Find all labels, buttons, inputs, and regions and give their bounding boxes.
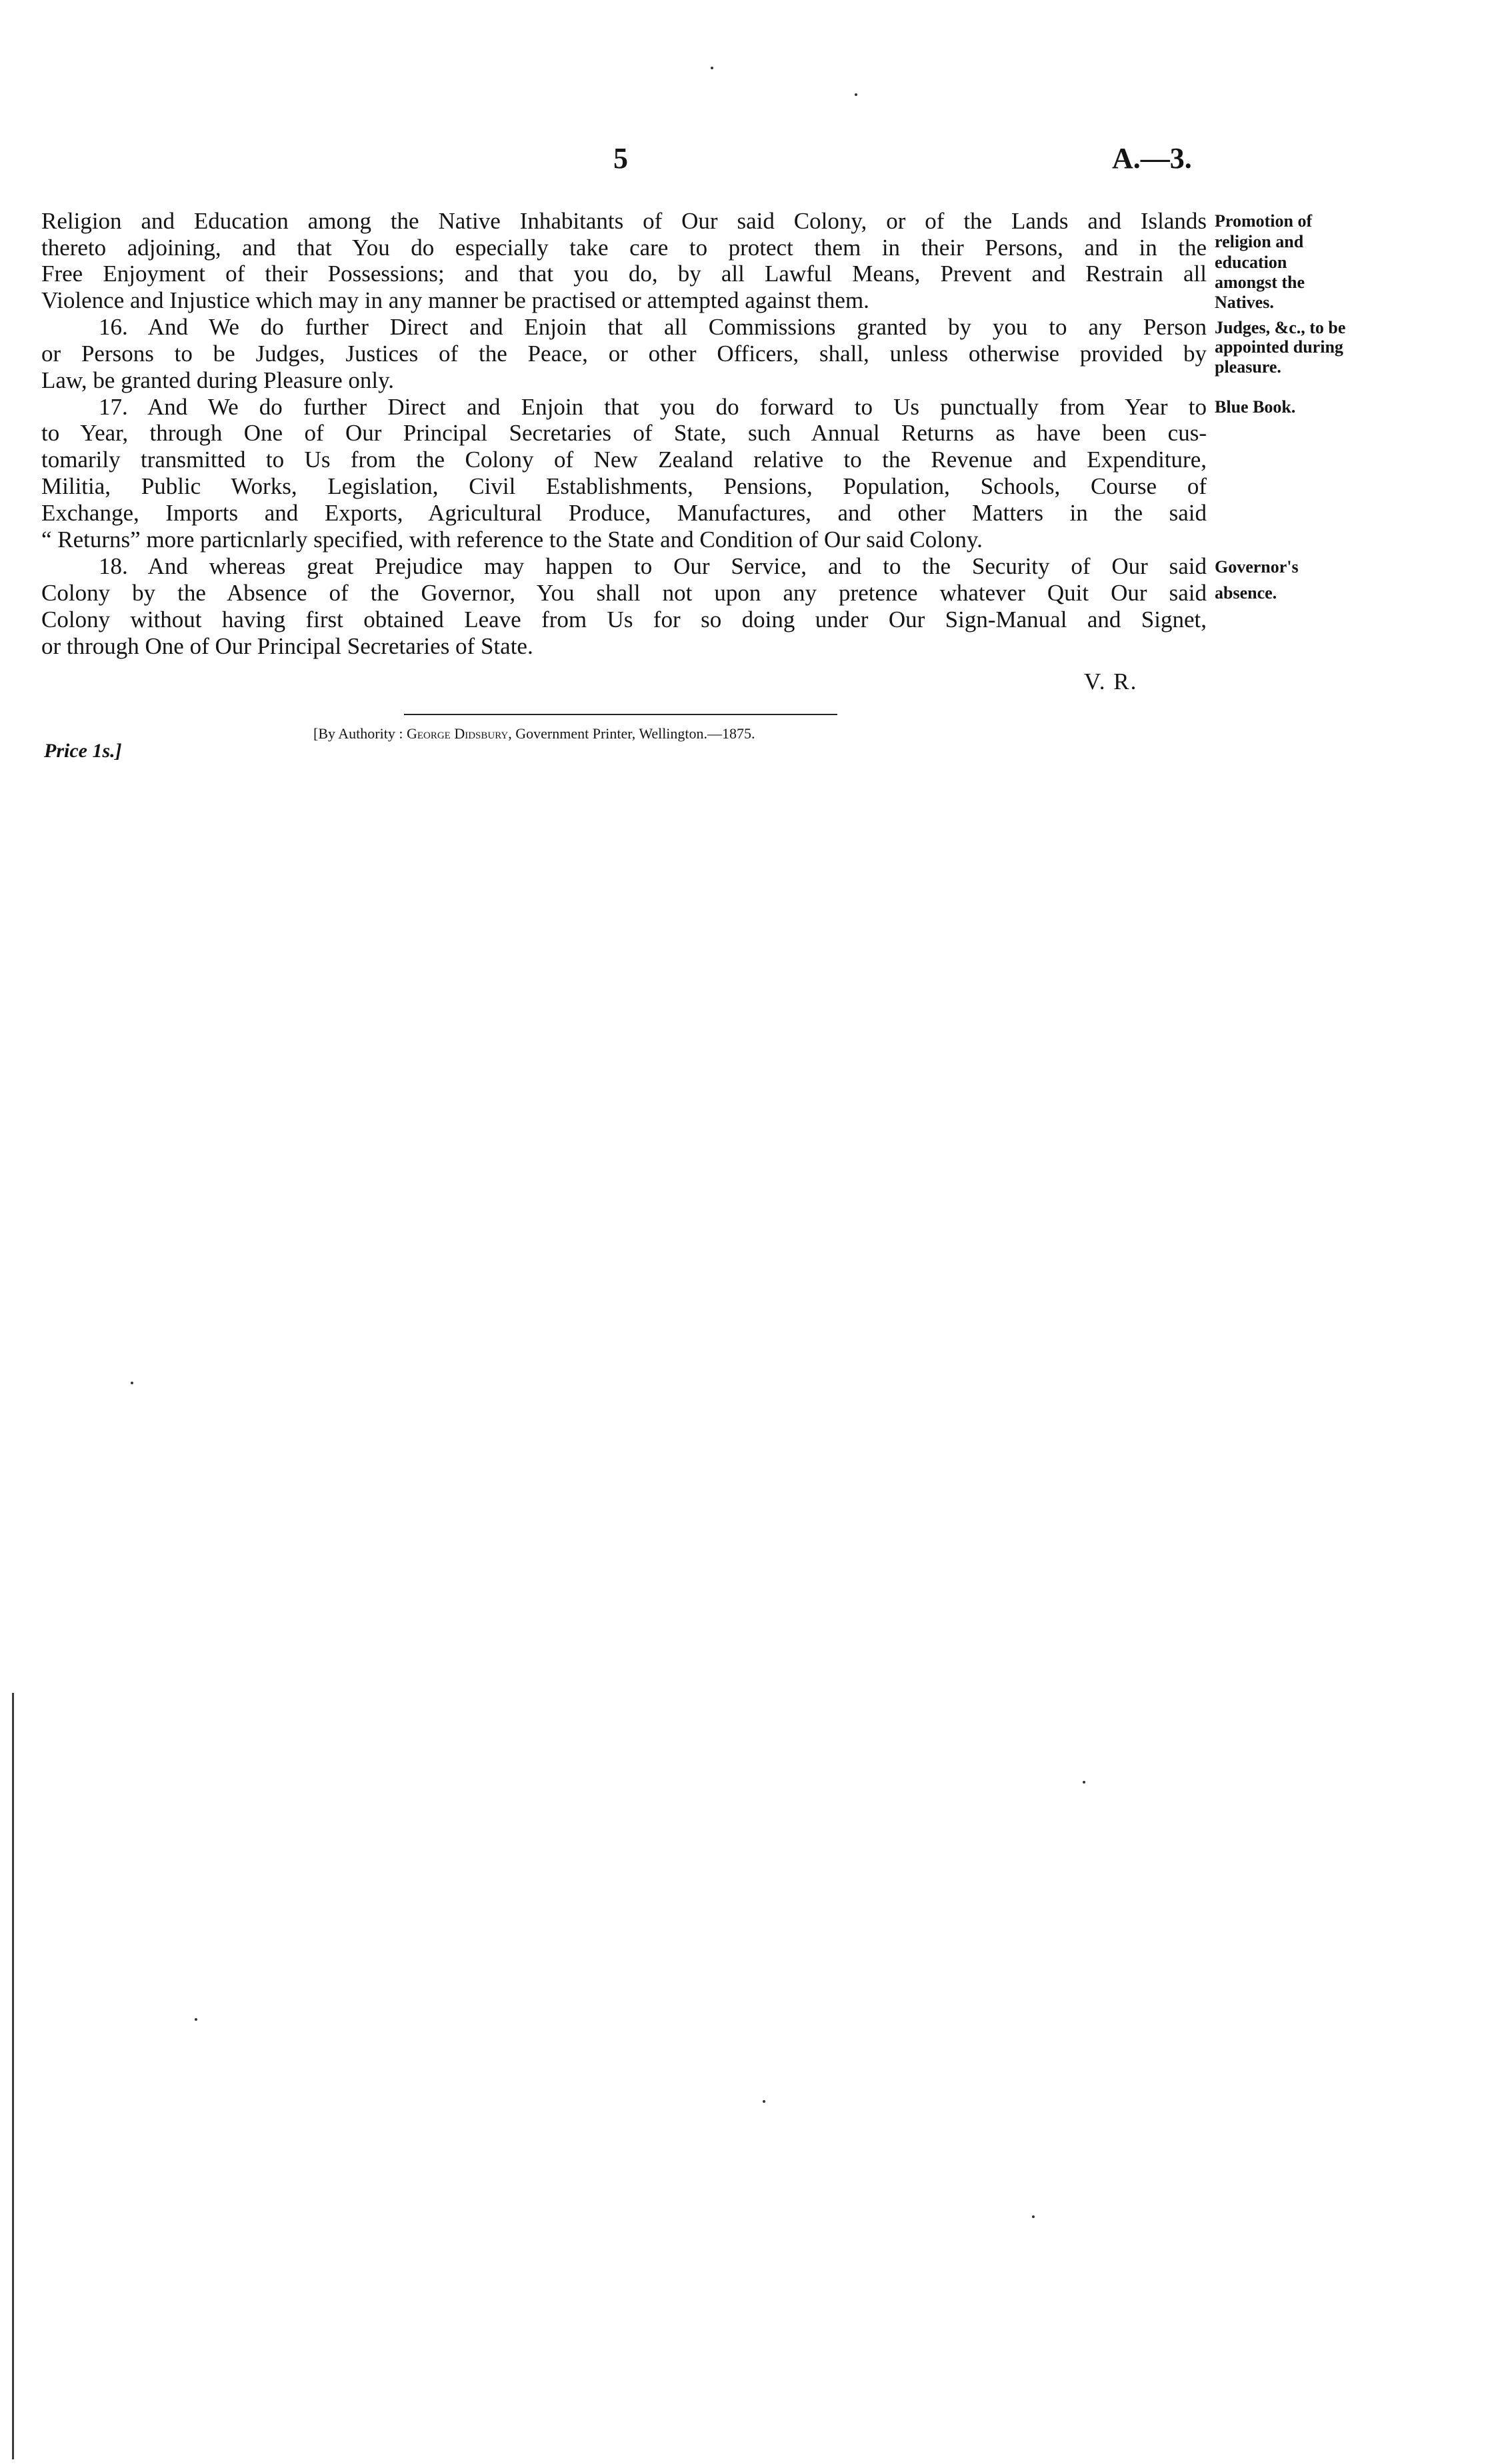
divider-rule <box>404 714 837 715</box>
document-code: A.—3. <box>1112 142 1192 175</box>
body-line: tomarily transmitted to Us from the Colony of New Zealand relative to the Revenue and Expenditure, <box>41 447 1207 473</box>
body-line: Free Enjoyment of their Possessions; and that you do, by all Lawful Means, Prevent and Restrain all <box>41 261 1207 287</box>
scan-speck <box>763 2100 765 2103</box>
margin-note: amongst the <box>1215 273 1305 292</box>
printer-imprint: [By Authority : George Didsbury, Government Printer, Wellington.—1875. <box>313 725 755 742</box>
margin-note: religion and <box>1215 232 1304 251</box>
price-label: Price 1s.] <box>44 740 122 762</box>
body-line: Colony without having first obtained Leave from Us for so doing under Our Sign-Manual and Signet, <box>41 607 1207 632</box>
margin-note: Judges, &c., to be <box>1215 318 1346 337</box>
scan-edge-line <box>12 1693 14 2459</box>
scan-speck <box>711 67 713 69</box>
scan-speck <box>1083 1781 1085 1784</box>
body-line: or Persons to be Judges, Justices of the Peace, or other Officers, shall, unless otherwise provided by <box>41 341 1207 367</box>
scan-speck <box>855 93 857 96</box>
body-line: Law, be granted during Pleasure only. <box>41 367 395 393</box>
body-line: Exchange, Imports and Exports, Agricultural Produce, Manufactures, and other Matters in the said <box>41 500 1207 526</box>
margin-note: pleasure. <box>1215 357 1281 377</box>
body-line: to Year, through One of Our Principal Secretaries of State, such Annual Returns as have been cus- <box>41 420 1207 446</box>
body-line: “ Returns” more particnlarly specified, with reference to the State and Condition of Our said Colony. <box>41 527 983 553</box>
body-line: 18. And whereas great Prejudice may happen to Our Service, and to the Security of Our said <box>99 553 1207 579</box>
imprint-printer: George Didsbury <box>406 725 509 742</box>
royal-signature: V. R. <box>1084 668 1138 694</box>
body-line: Colony by the Absence of the Governor, You shall not upon any pretence whatever Quit Our said <box>41 580 1207 606</box>
body-line: Violence and Injustice which may in any manner be practised or attempted against them. <box>41 287 869 313</box>
margin-note: Promotion of <box>1215 211 1313 231</box>
scan-speck <box>195 2018 197 2021</box>
body-line: 16. And We do further Direct and Enjoin that all Commissions granted by you to any Person <box>99 314 1207 340</box>
margin-note: Governor's <box>1215 557 1299 577</box>
margin-note: appointed during <box>1215 337 1343 357</box>
page-number: 5 <box>613 142 628 175</box>
margin-note: Blue Book. <box>1215 397 1296 417</box>
margin-note: Natives. <box>1215 293 1274 312</box>
body-line: or through One of Our Principal Secretaries of State. <box>41 633 533 659</box>
scan-speck <box>131 1382 133 1384</box>
body-line: thereto adjoining, and that You do especially take care to protect them in their Persons, and in the <box>41 235 1207 261</box>
imprint-prefix: By Authority : <box>318 725 403 742</box>
scan-speck <box>1032 2215 1035 2218</box>
margin-note: education <box>1215 253 1287 272</box>
margin-note: absence. <box>1215 583 1277 603</box>
body-line: 17. And We do further Direct and Enjoin that you do forward to Us punctually from Year to <box>99 394 1207 420</box>
body-line: Religion and Education among the Native Inhabitants of Our said Colony, or of the Lands and Islands <box>41 208 1207 234</box>
body-line: Militia, Public Works, Legislation, Civil Establishments, Pensions, Population, Schools, Course of <box>41 473 1207 499</box>
imprint-suffix: , Government Printer, Wellington.—1875. <box>508 725 755 742</box>
